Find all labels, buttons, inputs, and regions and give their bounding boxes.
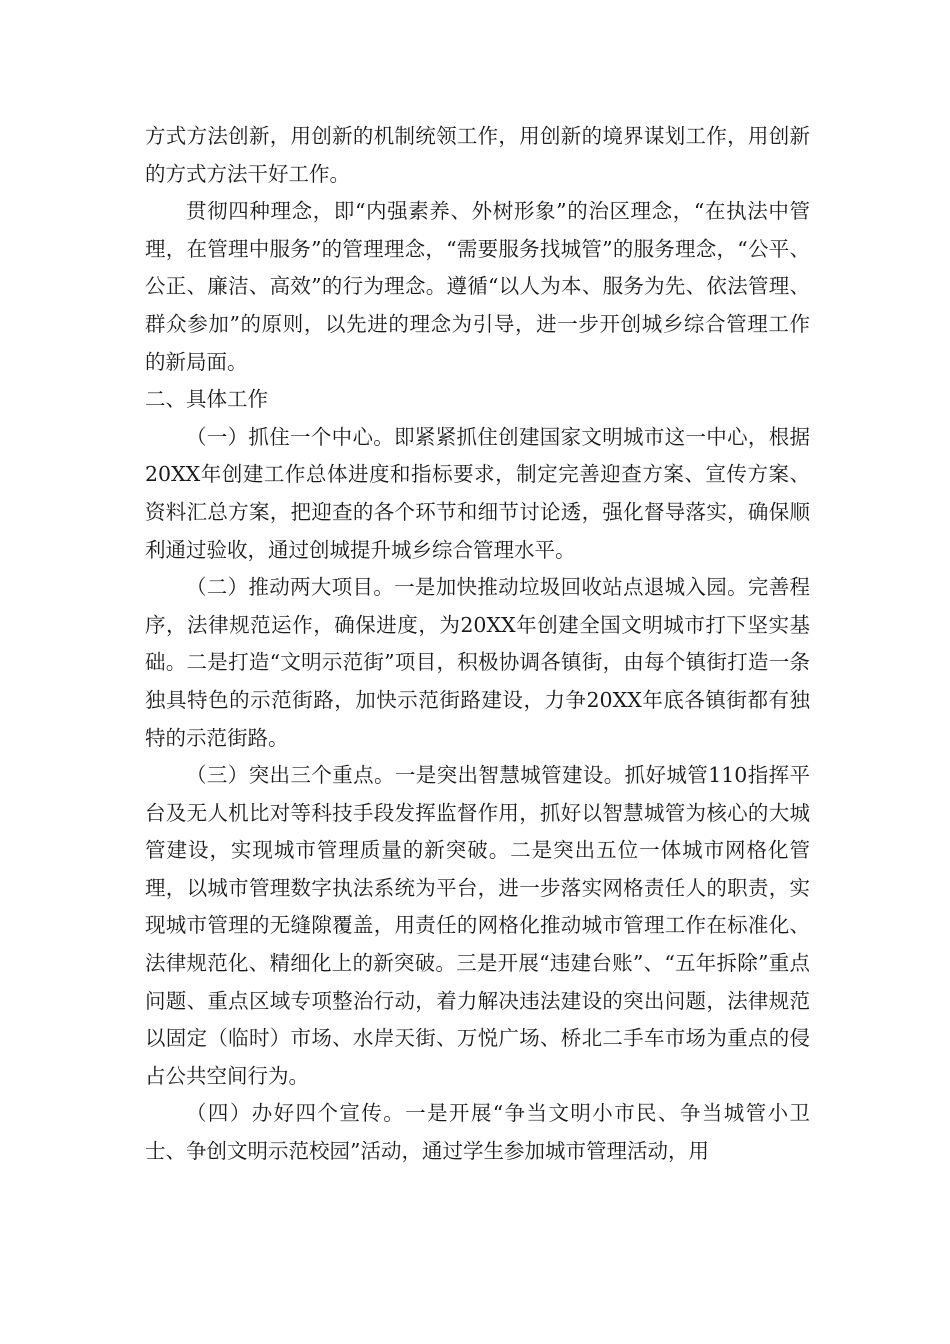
paragraph-item-two: （二）推动两大项目。一是加快推动垃圾回收站点退城入园。完善程序，法律规范运作，确保进度，为20XX年创建全国文明城市打下坚实基础。二是打造“文明示范街”项目，积极协调各镇街，由每个镇街打造一条独具特色的示范街路，加快示范街路建设，力争20XX年底各镇街都有独特的示范街路。: [145, 575, 810, 750]
paragraph-item-one: （一）抓住一个中心。即紧紧抓住创建国家文明城市这一中心，根据20XX年创建工作总体进度和指标要求，制定完善迎查方案、宣传方案、资料汇总方案，把迎查的各个环节和细节讨论透，强化督导落实，确保顺利通过验收，通过创城提升城乡综合管理水平。: [145, 424, 810, 562]
paragraph-continuation: 方式方法创新，用创新的机制统领工作，用创新的境界谋划工作，用创新的方式方法干好工作。: [145, 124, 810, 186]
paragraph-item-four: （四）办好四个宣传。一是开展“争当文明小市民、争当城管小卫士、争创文明示范校园”活动，通过学生参加城市管理活动，用: [145, 1101, 810, 1164]
paragraph-item-three: （三）突出三个重点。一是突出智慧城管建设。抓好城管110指挥平台及无人机比对等科技手段发挥监督作用，抓好以智慧城管为核心的大城管建设，实现城市管理质量的新突破。二是突出五位一体城市网格化管理，以城市管理数字执法系统为平台，进一步落实网格责任人的职责，实现城市管理的无缝隙覆盖，用责任的网格化推动城市管理工作在标准化、法律规范化、精细化上的新突破。三是开展“违建台账”、“五年拆除”重点问题、重点区域专项整治行动，着力解决违法建设的突出问题，法律规范以固定（临时）市场、水岸天街、万悦广场、桥北二手车市场为重点的侵占公共空间行为。: [145, 763, 810, 1088]
paragraph-four-concepts: 贯彻四种理念，即“内强素养、外树形象”的治区理念，“在执法中管理，在管理中服务”的管理理念，“需要服务找城管”的服务理念，“公平、公正、廉洁、高效”的行为理念。遵循“以人为本、服务为先、依法管理、群众参加”的原则，以先进的理念为引导，进一步开创城乡综合管理工作的新局面。: [145, 199, 810, 374]
document-body: [145, 118, 810, 1171]
section-heading: 二、具体工作: [145, 387, 268, 412]
